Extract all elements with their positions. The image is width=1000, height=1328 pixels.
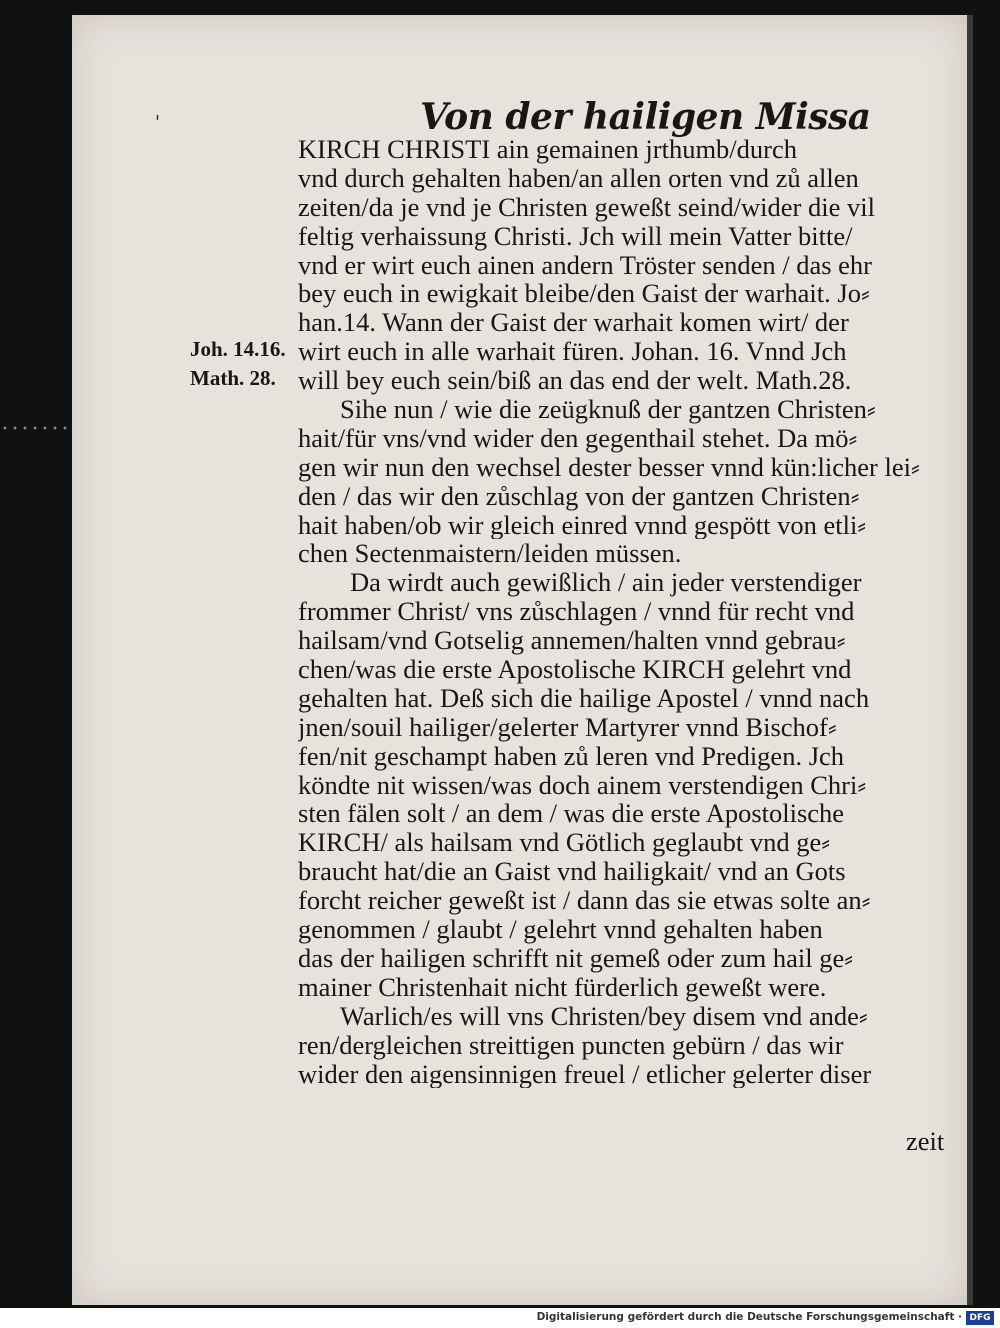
text-line: wirt euch in alle warhait füren. Johan. 16. Vnnd Jch bbox=[298, 337, 847, 367]
text-line: vnd durch gehalten haben/an allen orten vnd zů allen bbox=[298, 163, 859, 193]
text-line: gen wir nun den wechsel dester besser vnnd kün:licher lei⸗ bbox=[298, 452, 920, 482]
text-line: chen/was die erste Apostolische KIRCH gelehrt vnd bbox=[298, 655, 852, 684]
catchword: zeit bbox=[906, 1126, 945, 1156]
text-line: hailsam/vnd Gotselig annemen/halten vnnd gebrau⸗ bbox=[298, 626, 846, 656]
margin-note: Math. 28. bbox=[190, 365, 276, 390]
text-line: hait/für vns/vnd wider den gegenthail stehet. Da mö⸗ bbox=[298, 423, 858, 453]
text-line: fen/nit geschampt haben zů leren vnd Predigen. Jch bbox=[298, 741, 845, 771]
text-line: han.14. Wann der Gaist der warhait komen wirt/ der bbox=[298, 308, 849, 338]
footer-bar bbox=[0, 1308, 1000, 1328]
text-line: will bey euch sein/biß an das end der welt. Math.28. bbox=[298, 366, 852, 396]
gutter-dots bbox=[0, 425, 70, 431]
text-line: ren/dergleichen streittigen puncten gebürn / das wir bbox=[298, 1030, 844, 1060]
text-line: braucht hat/die an Gaist vnd hailigkait/ vnd an Gots bbox=[298, 857, 846, 887]
text-line: KIRCH/ als hailsam vnd Götlich geglaubt vnd ge⸗ bbox=[298, 828, 831, 858]
text-line: wider den aigensinnigen freuel / etlicher gelerter diser bbox=[298, 1059, 872, 1089]
footer-credit: Digitalisierung gefördert durch die Deutsche Forschungsgemeinschaft · bbox=[536, 1311, 962, 1323]
text-line: köndte nit wissen/was doch ainem verstendigen Chri⸗ bbox=[298, 770, 867, 800]
header-mark: ' bbox=[155, 112, 160, 133]
text-line: frommer Christ/ vns zůschlagen / vnnd für recht vnd bbox=[298, 597, 855, 627]
text-line: zeiten/da je vnd je Christen geweßt seind/wider die vil bbox=[298, 192, 875, 222]
text-line: feltig verhaissung Christi. Jch will mein Vatter bitte/ bbox=[298, 221, 853, 251]
page-edge bbox=[967, 15, 973, 1305]
text-line: hait haben/ob wir gleich einred vnnd gespött von etli⸗ bbox=[298, 510, 867, 540]
text-line: jnen/souil hailiger/gelerter Martyrer vnnd Bischof⸗ bbox=[298, 712, 837, 742]
text-line: das der hailigen schrifft nit gemeß oder zum hail ge⸗ bbox=[298, 943, 854, 973]
text-line: Da wirdt auch gewißlich / ain jeder verstendiger bbox=[350, 568, 862, 598]
page-header-title: Von der hailigen Missa bbox=[420, 96, 871, 138]
dfg-logo-icon: DFG bbox=[966, 1311, 994, 1325]
text-line: Sihe nun / wie die zeügknuß der gantzen Christen⸗ bbox=[340, 395, 876, 424]
text-line: den / das wir den zůschlag von der gantzen Christen⸗ bbox=[298, 481, 860, 511]
text-line: sten fälen solt / an dem / was die erste Apostolische bbox=[298, 799, 845, 829]
text-line: bey euch in ewigkait bleibe/den Gaist der warhait. Jo⸗ bbox=[298, 279, 870, 309]
text-line: Warlich/es will vns Christen/bey disem vnd ande⸗ bbox=[340, 1001, 868, 1031]
text-line: KIRCH CHRISTI ain gemainen jrthumb/durch bbox=[298, 135, 798, 164]
body-text bbox=[298, 135, 958, 1088]
text-line: genommen / glaubt / gelehrt vnnd gehalten haben bbox=[298, 915, 823, 944]
margin-notes bbox=[190, 335, 300, 393]
text-line: vnd er wirt euch ainen andern Tröster senden / das ehr bbox=[298, 250, 873, 280]
text-line: forcht reicher geweßt ist / dann das sie etwas solte an⸗ bbox=[298, 886, 871, 916]
margin-note: Joh. 14.16. bbox=[190, 337, 286, 361]
text-line: gehalten hat. Deß sich die hailige Apostel / vnnd nach bbox=[298, 683, 870, 713]
text-line: mainer Christenhait nicht fürderlich geweßt were. bbox=[298, 972, 827, 1002]
text-line: chen Sectenmaistern/leiden müssen. bbox=[298, 539, 682, 569]
